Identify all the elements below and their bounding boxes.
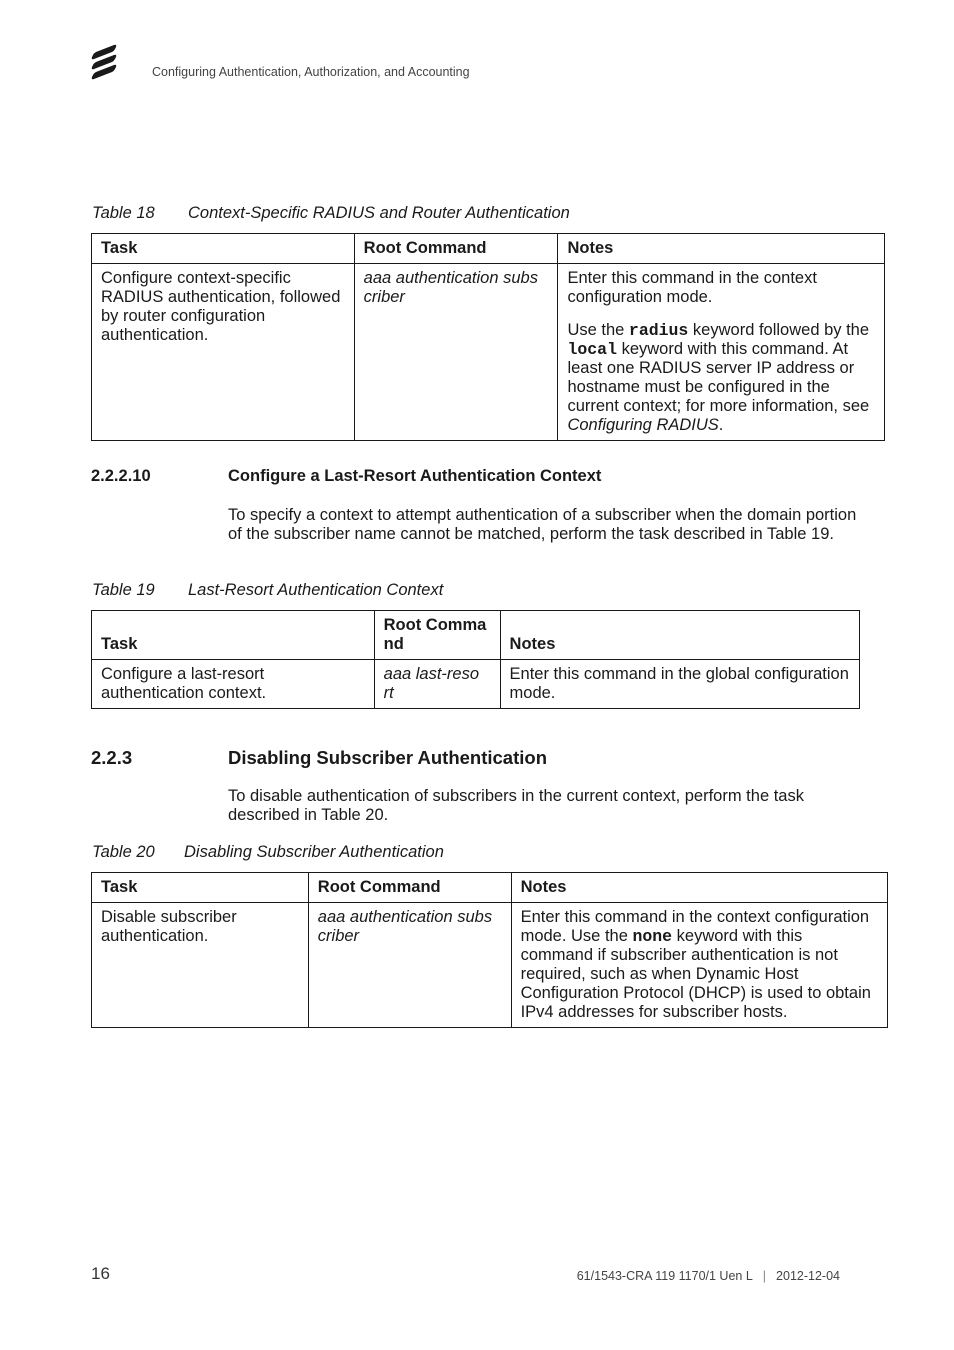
table20-caption [92, 843, 444, 862]
table18-note1: Enter this command in the context configuration mode. [567, 269, 817, 306]
note-text: keyword followed by the [688, 321, 870, 339]
section-body-2-2-2-10: To specify a context to attempt authentication of a subscriber when the domain portion of the subscriber name cannot be matched, perform the task described in Table 19. [228, 506, 857, 543]
table19-header-row [92, 611, 860, 660]
document-id: 61/1543-CRA 119 1170/1 Uen L [576, 1269, 753, 1283]
table-row [92, 264, 885, 441]
table20-command-line2: criber [317, 927, 360, 945]
table18-command-line2: criber [363, 288, 405, 306]
configuring-radius-reference: Configuring RADIUS [567, 416, 719, 434]
note-text: keyword with this command if subscriber authentication is not required, such as when Dynamic Host Configuration Protocol (DHCP) is used to obtain IPv4 addresses for subscriber hosts. [520, 927, 871, 1021]
table20-caption-number: Table 20 [92, 843, 155, 861]
table19-caption-title: Last-Resort Authentication Context [188, 581, 444, 599]
document-date: 2012-12-04 [776, 1269, 840, 1283]
note-text: keyword with this command. At least one RADIUS server IP address or hostname must be configured in the current context; for more information, see [567, 340, 870, 415]
table18-caption [92, 204, 570, 223]
table18-header-row [92, 234, 885, 264]
table20-command-cell [308, 903, 511, 1028]
table18-notes-cell [558, 264, 885, 441]
table-row [92, 903, 888, 1028]
table20-header-notes: Notes [511, 873, 887, 903]
table19-header-task: Task [92, 611, 375, 660]
table19-task-cell: Configure a last-resort authentication context. [92, 660, 375, 709]
table20-header-command: Root Command [308, 873, 511, 903]
table20-notes-cell [511, 903, 887, 1028]
table18-header-notes: Notes [558, 234, 885, 264]
footer-doc-info [577, 1269, 840, 1283]
table18-header-command: Root Command [354, 234, 558, 264]
keyword-none: none [632, 927, 673, 946]
company-logo-icon [90, 44, 118, 80]
keyword-radius: radius [628, 321, 689, 340]
table19-command-cell [374, 660, 500, 709]
table18-task-cell: Configure context-specific RADIUS authentication, followed by router configuration authentication. [92, 264, 355, 441]
table19-command-line1: aaa last-reso [383, 665, 480, 683]
section-body-2-2-3: To disable authentication of subscribers in the current context, perform the task described in Table 20. [228, 787, 804, 824]
table19-caption [92, 581, 443, 600]
table19-caption-number: Table 19 [92, 581, 155, 599]
table19-notes-cell: Enter this command in the global configuration mode. [500, 660, 859, 709]
section-title: Configure a Last-Resort Authentication Context [228, 467, 602, 485]
note-text: Use the [567, 321, 629, 339]
table20-caption-title: Disabling Subscriber Authentication [184, 843, 444, 861]
table20-header-task: Task [92, 873, 309, 903]
table18 [91, 233, 885, 441]
table18-caption-title: Context-Specific RADIUS and Router Authentication [188, 204, 570, 222]
table19-header-command [374, 611, 500, 660]
table-row [92, 660, 860, 709]
section-title: Disabling Subscriber Authentication [228, 747, 547, 768]
table20-command-line1: aaa authentication subs [317, 908, 493, 926]
table18-command-cell [354, 264, 558, 441]
table18-caption-number: Table 18 [92, 204, 155, 222]
header-line: nd [383, 635, 404, 653]
section-number: 2.2.2.10 [91, 467, 151, 485]
section-number: 2.2.3 [91, 747, 133, 768]
table20-header-row [92, 873, 888, 903]
page-number: 16 [91, 1264, 110, 1283]
table19-command-line2: rt [383, 684, 394, 702]
section-heading-2-2-2-10 [91, 467, 791, 489]
table18-note2 [567, 321, 876, 435]
keyword-local: local [567, 340, 617, 359]
header-line: Root Comma [383, 616, 487, 634]
table18-command-line1: aaa authentication subs [363, 269, 538, 287]
note-text: . [718, 416, 724, 434]
table18-header-task: Task [92, 234, 355, 264]
table20-task-cell: Disable subscriber authentication. [92, 903, 309, 1028]
table19-header-notes: Notes [500, 611, 859, 660]
note-text: Enter this command in the context configuration mode. Use the [520, 908, 870, 945]
footer-separator: | [762, 1269, 767, 1283]
table20 [91, 872, 888, 1028]
table19 [91, 610, 860, 709]
section-heading-2-2-3 [91, 747, 791, 771]
running-header: Configuring Authentication, Authorization, and Accounting [152, 65, 470, 79]
